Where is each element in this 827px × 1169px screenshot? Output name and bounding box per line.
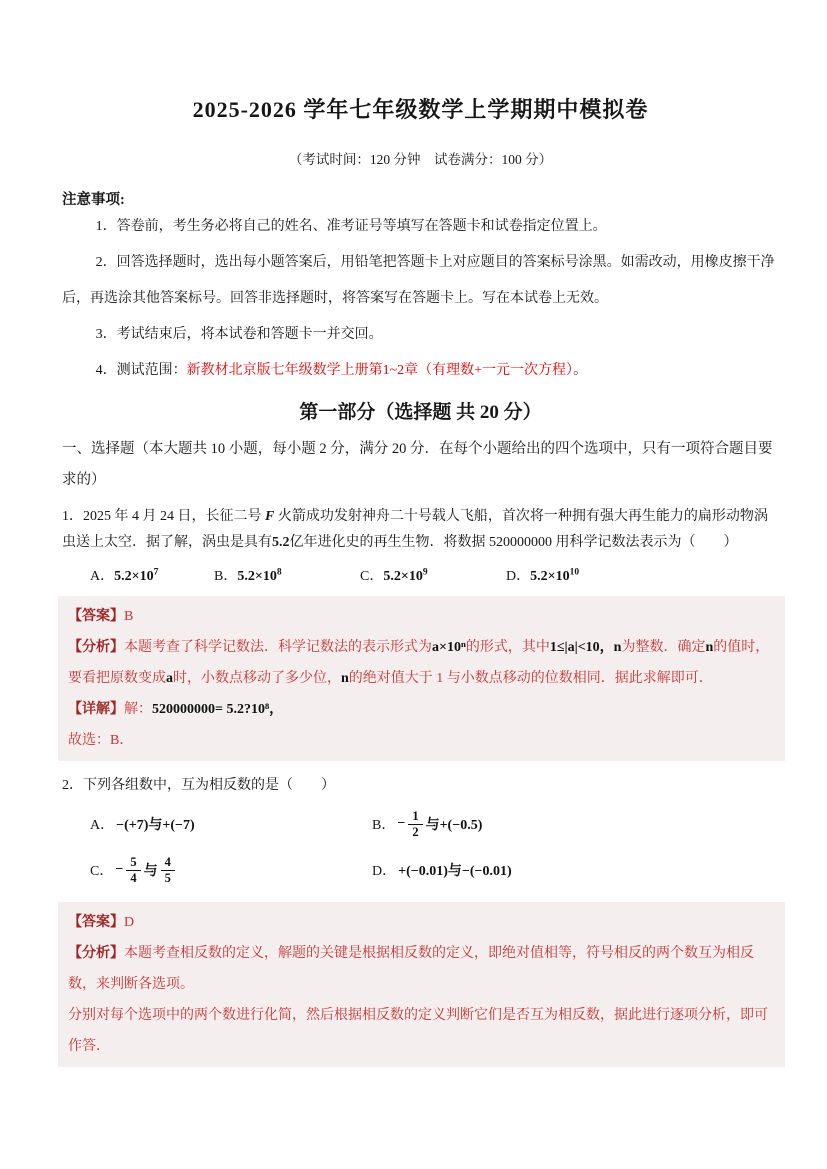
q2-options-row-1 xyxy=(62,803,779,845)
notice-item-4-prefix: 4．测试范围： xyxy=(95,363,187,378)
exam-subtitle: （考试时间：120 分钟 试卷满分：100 分） xyxy=(288,152,553,167)
q1-stem-rocket-symbol: F xyxy=(265,509,275,524)
q1-answer-block xyxy=(58,596,785,761)
q2-option-c-label: C． xyxy=(90,864,114,879)
q2-stem: 2．下列各组数中，互为相反数的是（ ） xyxy=(62,778,335,793)
notice-item-2: 2．回答选择题时，选出每小题答案后，用铅笔把答题卡上对应题目的答案标号涂黑。如需改动，用橡皮擦干净后，再选涂其他答案标号。回答非选择题时，将答案写在答题卡上。写在本试卷上无效。 xyxy=(62,255,775,306)
q2-option-d-expression: +(−0.01)与−(−0.01) xyxy=(398,864,512,879)
notice-item-4 xyxy=(62,353,779,389)
notice-item-1: 1．答卷前，考生务必将自己的姓名、准考证号等填写在答题卡和试卷指定位置上。 xyxy=(95,219,607,234)
q2-option-c-denominator-2: 5 xyxy=(164,870,171,885)
q2-analysis-line: 【分析】本题考查相反数的定义，解题的关键是根据相反数的定义，即绝对值相等，符号相反的两个数互为相反数，来判断各选项。 xyxy=(68,946,754,992)
part1-heading: 第一部分（选择题 共 20 分） xyxy=(299,402,542,423)
notice-heading: 注意事项: xyxy=(62,192,125,208)
exam-title: 2025-2026 学年七年级数学上学期期中模拟卷 xyxy=(192,97,649,122)
q2-option-b-rest: 与+(−0.5) xyxy=(425,818,483,833)
q2-option-b-denominator: 2 xyxy=(412,824,419,839)
q1-option-d xyxy=(506,565,579,585)
q2-option-b-numerator: 1 xyxy=(408,809,422,824)
q2-option-c-fraction-1 xyxy=(126,855,140,885)
q1-option-b-label: B． xyxy=(214,569,238,584)
q2-option-b-sign: − xyxy=(397,816,406,831)
q1-option-a-value: 5.2×10 xyxy=(114,569,154,584)
q1-option-b-exponent: 8 xyxy=(276,567,282,578)
q2-answer-block xyxy=(58,902,785,1067)
notice-item-4-scope: 新教材北京版七年级数学上册第1~2章（有理数+一元一次方程） xyxy=(186,363,574,378)
q1-option-a xyxy=(90,565,214,585)
q1-conclusion-line: 故选：B． xyxy=(68,733,134,748)
q1-option-c-value: 5.2×10 xyxy=(383,569,423,584)
q2-option-c-denominator-1: 4 xyxy=(130,870,137,885)
q1-stem xyxy=(62,504,779,556)
q1-option-c-label: C． xyxy=(360,569,384,584)
q2-method-line: 分别对每个选项中的两个数进行化简，然后根据相反数的定义判断它们是否互为相反数，据此进行逐项分析，即可作答． xyxy=(68,1008,768,1054)
q2-option-b xyxy=(372,809,654,839)
q2-option-c-numerator-1: 5 xyxy=(126,855,140,870)
q1-option-d-label: D． xyxy=(506,569,531,584)
q1-option-c xyxy=(360,565,506,585)
q1-stem-text-1: 1．2025 年 4 月 24 日，长征二号 xyxy=(62,509,265,524)
q2-options-row-2 xyxy=(62,849,779,891)
q2-option-c-fraction-2 xyxy=(161,855,175,885)
q2-option-a-expression: −(+7)与+(−7) xyxy=(116,818,195,833)
q2-option-d xyxy=(372,860,654,880)
q2-options xyxy=(62,803,779,891)
q2-option-b-label: B． xyxy=(372,818,396,833)
notice-item-3: 3．考试结束后，将本试卷和答题卡一并交回。 xyxy=(95,327,383,342)
q2-answer-line: 【答案】D xyxy=(68,915,135,930)
q2-option-b-fraction xyxy=(408,809,422,839)
q1-option-c-exponent: 9 xyxy=(422,567,428,578)
q2-option-d-label: D． xyxy=(372,864,397,879)
q1-option-b-value: 5.2×10 xyxy=(237,569,277,584)
q1-option-a-label: A． xyxy=(90,569,115,584)
q1-detail-line: 【详解】解：520000000= 5.2?10⁸， xyxy=(68,702,284,717)
q1-option-d-value: 5.2×10 xyxy=(530,569,570,584)
q2-option-c xyxy=(90,855,372,885)
q1-option-d-exponent: 10 xyxy=(569,567,580,578)
q2-option-c-connector: 与 xyxy=(143,864,158,879)
notice-section xyxy=(62,188,779,389)
q2-option-c-numerator-2: 4 xyxy=(161,855,175,870)
notice-item-4-suffix: 。 xyxy=(573,363,588,378)
q1-option-a-exponent: 7 xyxy=(153,567,159,578)
q1-option-b xyxy=(214,565,360,585)
section-intro: 一、选择题（本大题共 10 小题，每小题 2 分，满分 20 分．在每个小题给出的四个选项中，只有一项符合题目要求的） xyxy=(62,441,773,488)
q2-option-a xyxy=(90,814,372,834)
q2-option-c-sign: − xyxy=(115,862,124,877)
q1-options xyxy=(62,565,779,585)
q1-stem-text-2: 火箭成功发射神舟二十号载人飞船，首次将一种拥有强大再生能力的扁形动物涡虫送上太空．据了解，涡虫是具有 xyxy=(62,509,768,550)
q1-stem-text-3: 亿年进化史的再生生物．将数据 520000000 用科学记数法表示为（ ） xyxy=(289,535,738,550)
q1-analysis-line: 【分析】本题考查了科学记数法．科学记数法的表示形式为a×10ⁿ的形式，其中1≤|a|<10，n为整数．确定n的值时，要看把原数变成a时，小数点移动了多少位，n的绝对值大于 1 与小数点移动的位数相同．据此求解即可． xyxy=(68,640,770,686)
q2-option-a-label: A． xyxy=(90,818,115,833)
q1-stem-number: 5.2 xyxy=(272,535,290,550)
q1-answer-line: 【答案】B xyxy=(68,609,134,624)
